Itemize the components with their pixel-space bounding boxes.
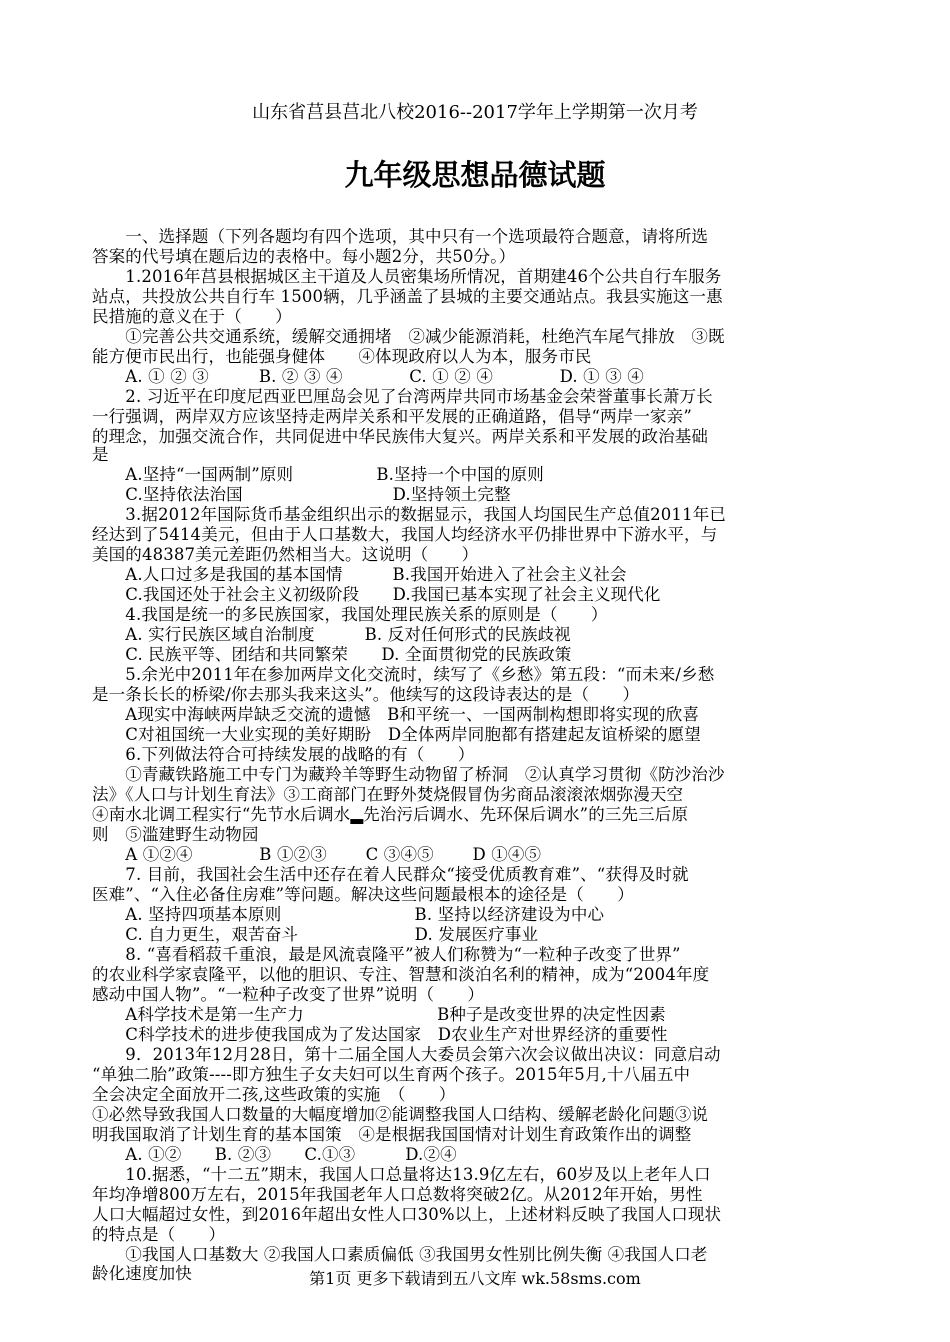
text-line: A.人口过多是我国的基本国情 B.我国开始进入了社会主义社会 [92,565,627,584]
page-footer: 第1页 更多下载请到五八文库 wk.58sms.com [309,1269,641,1288]
text-line: 8. “喜看稻菽千重浪，最是风流袁隆平”被人们称赞为“一粒种子改变了世界” [92,945,681,964]
text-line: 一、选择题（下列各题均有四个选项，其中只有一个选项最符合题意，请将所选 [92,227,709,246]
text-line: A科学技术是第一生产力 B种子是改变世界的决定性因素 [92,1005,666,1024]
text-line: A ①②④ B ①②③ C ③④⑤ D ①④⑤ [92,845,542,864]
text-line: ①我国人口基数大 ②我国人口素质偏低 ③我国男女性别比例失衡 ④我国人口老 [92,1245,708,1264]
text-line: C. 自力更生，艰苦奋斗 D. 发展医疗事业 [92,925,539,944]
text-line: 4.我国是统一的多民族国家，我国处理民族关系的原则是（ ） [92,605,608,624]
text-line: C对祖国统一大业实现的美好期盼 D全体两岸同胞都有搭建起友谊桥梁的愿望 [92,725,701,744]
text-line: ①必然导致我国人口数量的大幅度增加②能调整我国人口结构、缓解老龄化问题③说 [92,1105,709,1124]
text-line: 全会决定全面放开二孩,这些政策的实施 （ ） [92,1085,456,1104]
text-line: 6.下列做法符合可持续发展的战略的有（ ） [92,745,475,764]
text-line: 是一条长长的桥梁/你去那头我来这头”。他续写的这段诗表达的是（ ） [92,685,640,704]
text-line: 能方便市民出行，也能强身健体 ④体现政府以人为本，服务市民 [92,347,592,366]
text-line: 站点，共投放公共自行车 1500辆，几乎涵盖了县城的主要交通站点。我县实施这一惠 [92,287,723,306]
text-line: A现实中海峡两岸缺乏交流的遗憾 B和平统一、一国两制构想即将实现的欣喜 [92,705,700,724]
text-line: 明我国取消了计划生育的基本国策 ④是根据我国国情对计划生育政策作出的调整 [92,1125,692,1144]
text-line: 经达到了5414美元，但由于人口基数大，我国人均经济水平仍排世界中下游水平，与 [92,525,718,544]
text-line: ④南水北调工程实行“先节水后调水▂先治污后调水、先环保后调水”的三先三后原 [92,805,689,824]
text-line: 年均净增800万左右，2015年我国老年人口总数将突破2亿。从2012年开始，男性 [92,1185,703,1204]
text-line: ①青藏铁路施工中专门为藏羚羊等野生动物留了桥洞 ②认真学习贯彻《防沙治沙 [92,765,725,784]
text-line: A. 坚持四项基本原则 B. 坚持以经济建设为中心 [92,905,605,924]
text-line: 7. 目前，我国社会生活中还存在着人民群众“接受优质教育难”、“获得及时就 [92,865,689,884]
text-line: 则 ⑤滥建野生动物园 [92,825,259,844]
text-line: 人口大幅超过女性，到2016年超出女性人口30%以上，上述材料反映了我国人口现状 [92,1205,722,1224]
text-line: 龄化速度加快 [92,1264,192,1283]
text-line: C. 民族平等、团结和共同繁荣 D. 全面贯彻党的民族政策 [92,645,572,664]
text-line: 3.据2012年国际货币基金组织出示的数据显示，我国人均国民生产总值2011年已 [92,505,727,524]
text-line: 的农业科学家袁隆平，以他的胆识、专注、智慧和淡泊名利的精神，成为“2004年度 [92,965,710,984]
text-line: 5.余光中2011年在参加两岸文化交流时，续写了《乡愁》第五段：“而未来/乡愁 [92,665,715,684]
text-line: 9．2013年12月28日，第十二届全国人大委员会第六次会议做出决议：同意启动 [92,1045,721,1064]
text-line: 医难”、“入住必备住房难”等问题。解决这些问题最根本的途径是（ ） [92,885,634,904]
text-line: 的特点是（ ） [92,1225,226,1244]
text-line: 法》《人口与计划生育法》③工商部门在野外焚烧假冒伪劣商品滚滚浓烟弥漫天空 [92,785,684,804]
text-line: A. 实行民族区域自治制度 B. 反对任何形式的民族歧视 [92,625,571,644]
text-line: 一行强调，两岸双方应该坚持走两岸关系和平发展的正确道路，倡导“两岸一家亲” [92,407,692,426]
exam-title: 九年级思想品德试题 [344,158,606,192]
text-line: 2. 习近平在印度尼西亚巴厘岛会见了台湾两岸共同市场基金会荣誉董事长萧万长 [92,387,713,406]
text-line: A.坚持“一国两制”原则 B.坚持一个中国的原则 [92,465,544,484]
text-line: 10.据悉，“十二五”期末，我国人口总量将达13.9亿左右，60岁及以上老年人口 [92,1165,711,1184]
text-line: 感动中国人物”。“一粒种子改变了世界”说明（ ） [92,985,485,1004]
text-line: C.坚持依法治国 D.坚持领土完整 [92,485,511,504]
text-line: C.我国还处于社会主义初级阶段 D.我国已基本实现了社会主义现代化 [92,585,661,604]
text-line: 的理念，加强交流合作，共同促进中华民族伟大复兴。两岸关系和平发展的政治基础 [92,427,709,446]
text-line: ①完善公共交通系统，缓解交通拥堵 ②减少能源消耗，杜绝汽车尾气排放 ③既 [92,327,725,346]
text-line: 民措施的意义在于（ ） [92,307,292,326]
text-line: A. ①② B. ②③ C.①③ D.②④ [92,1145,457,1164]
text-line: A. ① ② ③ B. ② ③ ④ C. ① ② ④ D. ① ③ ④ [92,367,644,386]
exam-subtitle: 山东省莒县莒北八校2016--2017学年上学期第一次月考 [252,102,698,123]
text-line: 答案的代号填在题后边的表格中。每小题2分，共50分。） [92,247,516,266]
text-line: 是 [92,445,109,464]
text-line: 1.2016年莒县根据城区主干道及人员密集场所情况，首期建46个公共自行车服务 [92,267,722,286]
text-line: C科学技术的进步使我国成为了发达国家 D农业生产对世界经济的重要性 [92,1025,668,1044]
text-line: “单独二胎”政策----即方独生子女夫妇可以生育两个孩子。2015年5月,十八届五中 [92,1065,691,1084]
text-line: 美国的48387美元差距仍然相当大。这说明（ ） [92,545,479,564]
